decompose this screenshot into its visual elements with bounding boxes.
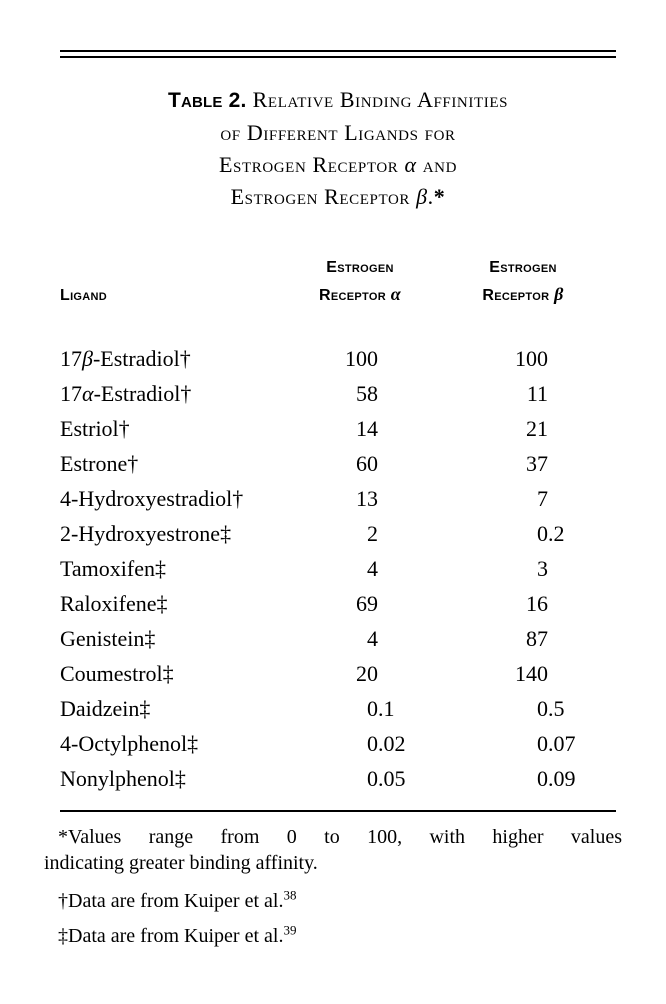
value-integer: 60	[356, 450, 378, 476]
er-beta-value-cell	[430, 381, 616, 407]
value-integer: 100	[345, 345, 378, 371]
header-er-alpha-line2: Receptor	[319, 287, 391, 304]
er-beta-value-cell	[430, 626, 616, 652]
table-content	[44, 50, 622, 949]
value-integer: 0	[537, 765, 548, 791]
value-fraction: .2	[548, 520, 565, 546]
footnote-dagger-text: †Data are from Kuiper et al.	[58, 890, 284, 912]
value-fraction: .02	[378, 730, 406, 756]
ligand-name: 4-Hydroxyestradiol†	[60, 485, 244, 511]
footnote-double-dagger-text: ‡Data are from Kuiper et al.	[58, 925, 284, 947]
ligand-cell	[60, 521, 290, 547]
table-row	[60, 726, 616, 761]
title-line-4	[231, 184, 446, 209]
er-alpha-value-cell	[290, 591, 430, 617]
er-alpha-value-cell	[290, 661, 430, 687]
value-integer: 100	[515, 345, 548, 371]
ligand-name-suffix: -Estradiol†	[93, 380, 192, 406]
er-beta-value-cell	[430, 661, 616, 687]
er-beta-value-cell	[430, 556, 616, 582]
ligand-name: Raloxifene‡	[60, 590, 168, 616]
value-integer: 140	[515, 660, 548, 686]
table-row	[60, 656, 616, 691]
value-integer: 58	[356, 380, 378, 406]
er-beta-value-cell	[430, 766, 616, 792]
value-fraction: .05	[378, 765, 406, 791]
header-er-beta-line1: Estrogen	[489, 259, 557, 276]
ligand-name: Tamoxifen‡	[60, 555, 166, 581]
ligand-name-suffix: -Estradiol†	[92, 345, 191, 371]
value-integer: 87	[526, 625, 548, 651]
ligand-name: 4-Octylphenol‡	[60, 730, 199, 756]
footnotes	[44, 824, 622, 949]
ligand-cell	[60, 626, 290, 652]
beta-symbol: β	[554, 284, 564, 304]
er-alpha-value-cell	[290, 521, 430, 547]
value-integer: 37	[526, 450, 548, 476]
er-alpha-value-cell	[290, 766, 430, 792]
value-integer: 4	[367, 555, 378, 581]
ligand-name: Nonylphenol‡	[60, 765, 186, 791]
ligand-cell	[60, 416, 290, 442]
table-row	[60, 516, 616, 551]
table-header-row	[60, 255, 616, 309]
er-alpha-value-cell	[290, 696, 430, 722]
er-alpha-value-cell	[290, 381, 430, 407]
ligand-cell	[60, 591, 290, 617]
value-integer: 4	[367, 625, 378, 651]
value-integer: 0	[367, 695, 378, 721]
title-line-3	[219, 152, 457, 177]
value-integer: 11	[526, 380, 548, 406]
value-integer: 13	[356, 485, 378, 511]
value-integer: 0	[537, 730, 548, 756]
footnote-star-marker: *	[433, 184, 446, 209]
title-line-4-text: Estrogen Receptor	[230, 184, 417, 209]
ligand-cell	[60, 556, 290, 582]
value-integer: 0	[537, 695, 548, 721]
top-double-rule	[60, 50, 616, 58]
footnote-values-range-line2: indicating greater binding affinity.	[44, 852, 318, 874]
ligand-name: 17	[60, 345, 82, 371]
title-line-3-text: Estrogen Receptor	[218, 152, 405, 177]
reference-superscript-38: 38	[283, 887, 297, 903]
ligand-name: Coumestrol‡	[60, 660, 174, 686]
value-fraction: .07	[548, 730, 576, 756]
title-line-1-text: Relative Binding Affinities	[246, 87, 509, 112]
er-beta-value-cell	[430, 346, 616, 372]
header-ligand: Ligand	[60, 287, 108, 304]
table-row	[60, 761, 616, 796]
table-row	[60, 341, 616, 376]
ligand-name: Estriol†	[60, 415, 130, 441]
ligand-cell	[60, 696, 290, 722]
value-integer: 7	[537, 485, 548, 511]
value-integer: 16	[526, 590, 548, 616]
value-integer: 14	[356, 415, 378, 441]
value-integer: 69	[356, 590, 378, 616]
er-alpha-value-cell	[290, 731, 430, 757]
er-beta-value-cell	[430, 731, 616, 757]
ligand-name: 17	[60, 380, 82, 406]
table-row	[60, 691, 616, 726]
ligand-cell	[60, 766, 290, 792]
ligand-greek-letter: β	[82, 345, 93, 371]
footnote-values-range	[44, 824, 622, 876]
er-alpha-value-cell	[290, 626, 430, 652]
value-integer: 2	[367, 520, 378, 546]
value-integer: 20	[356, 660, 378, 686]
alpha-symbol: α	[390, 284, 401, 304]
title-line-2: of Different Ligands for	[220, 120, 456, 145]
er-alpha-value-cell	[290, 416, 430, 442]
ligand-cell	[60, 661, 290, 687]
er-alpha-value-cell	[290, 451, 430, 477]
value-fraction: .1	[378, 695, 395, 721]
title-line-3-suffix: and	[416, 152, 458, 177]
table-row	[60, 446, 616, 481]
title-period: .	[427, 184, 434, 209]
value-integer: 0	[367, 765, 378, 791]
header-er-beta	[430, 255, 616, 309]
er-beta-value-cell	[430, 591, 616, 617]
table-row	[60, 621, 616, 656]
ligand-cell	[60, 346, 290, 372]
table-bottom-rule	[60, 810, 616, 812]
er-alpha-value-cell	[290, 486, 430, 512]
reference-superscript-39: 39	[283, 922, 297, 938]
table-row	[60, 411, 616, 446]
er-beta-value-cell	[430, 696, 616, 722]
footnote-double-dagger	[44, 923, 622, 949]
header-er-beta-line2: Receptor	[482, 287, 555, 304]
table-number-label: Table 2.	[167, 89, 247, 112]
table-row	[60, 481, 616, 516]
value-integer: 0	[367, 730, 378, 756]
header-er-alpha	[290, 255, 430, 309]
ligand-name: 2-Hydroxyestrone‡	[60, 520, 232, 546]
value-integer: 3	[537, 555, 548, 581]
er-alpha-value-cell	[290, 556, 430, 582]
er-beta-value-cell	[430, 486, 616, 512]
ligand-name: Genistein‡	[60, 625, 156, 651]
value-fraction: .5	[548, 695, 565, 721]
ligand-cell	[60, 731, 290, 757]
value-integer: 0	[537, 520, 548, 546]
alpha-symbol: α	[404, 152, 417, 177]
er-beta-value-cell	[430, 451, 616, 477]
er-beta-value-cell	[430, 416, 616, 442]
ligand-greek-letter: α	[82, 380, 94, 406]
er-alpha-value-cell	[290, 346, 430, 372]
beta-symbol: β	[416, 184, 428, 209]
table-row	[60, 551, 616, 586]
ligand-name: Daidzein‡	[60, 695, 151, 721]
value-fraction: .09	[548, 765, 576, 791]
table-row	[60, 376, 616, 411]
ligand-cell	[60, 381, 290, 407]
ligand-cell	[60, 486, 290, 512]
value-integer: 21	[526, 415, 548, 441]
title-line-1	[168, 87, 508, 112]
footnote-values-range-line1: *Values range from 0 to 100, with higher values	[58, 826, 622, 848]
header-er-alpha-line1: Estrogen	[326, 259, 394, 276]
er-beta-value-cell	[430, 521, 616, 547]
ligand-cell	[60, 451, 290, 477]
table-body	[60, 341, 616, 796]
ligand-name: Estrone†	[60, 450, 139, 476]
table-title	[60, 84, 616, 213]
footnote-dagger	[44, 888, 622, 914]
table-row	[60, 586, 616, 621]
